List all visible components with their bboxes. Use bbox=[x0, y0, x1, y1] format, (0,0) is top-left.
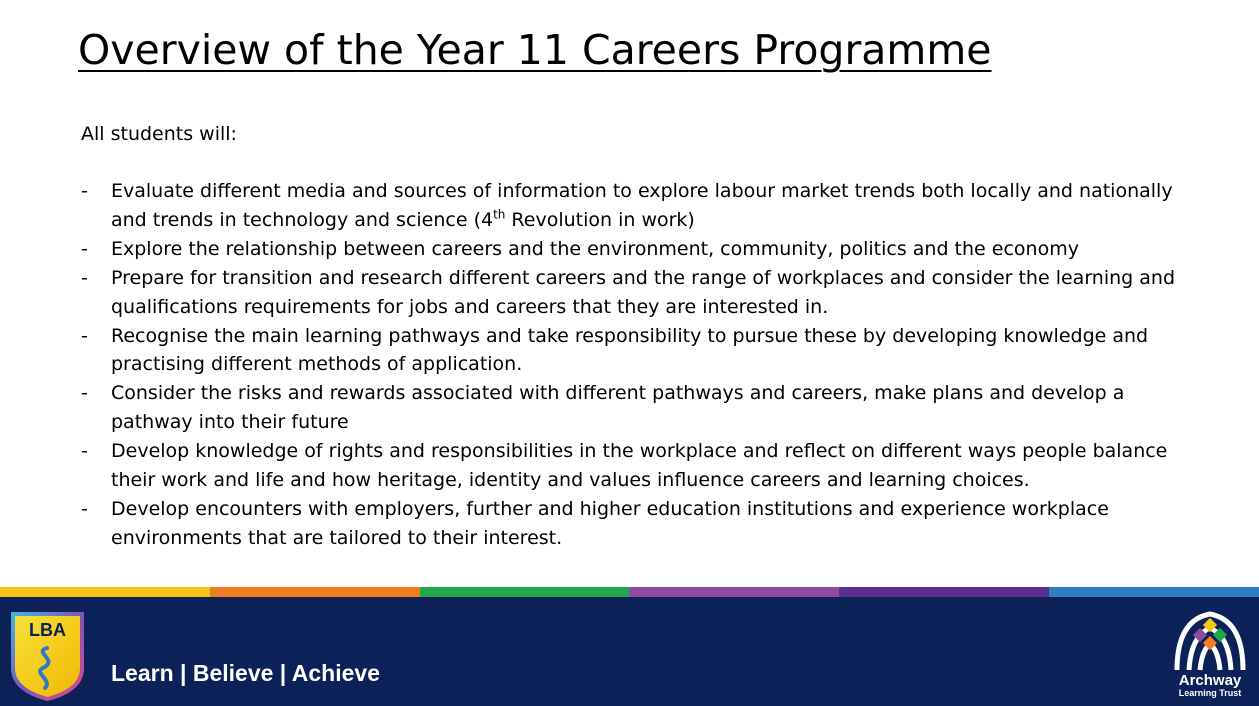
bullet-text: Prepare for transition and research different careers and the range of workplaces and consider the learning and qualifications requirements for jobs and careers that they are interested in. bbox=[111, 266, 1175, 318]
bullet-text: Develop encounters with employers, further and higher education institutions and experience workplace environments that are tailored to their interest. bbox=[111, 497, 1109, 549]
color-stripe bbox=[0, 587, 1259, 597]
bullet-superscript: th bbox=[493, 207, 506, 222]
footer-bar bbox=[0, 597, 1259, 706]
archway-name: Archway bbox=[1178, 672, 1242, 689]
bullet-item bbox=[81, 322, 1191, 380]
bullet-item bbox=[81, 379, 1191, 437]
archway-subtitle: Learning Trust bbox=[1178, 688, 1242, 698]
stripe-segment bbox=[629, 587, 839, 597]
bullet-marker: - bbox=[81, 440, 88, 463]
bullet-marker: - bbox=[81, 266, 88, 289]
bullet-text-start: Evaluate different media and sources of information to explore labour market trends both locally and nationally and trends in technology and science (4 bbox=[111, 180, 1173, 231]
bullet-item bbox=[81, 177, 1191, 235]
bullet-marker: - bbox=[81, 180, 88, 202]
slide-title: Overview of the Year 11 Careers Programme bbox=[78, 26, 992, 74]
bullet-marker: - bbox=[81, 324, 88, 347]
bullet-item bbox=[81, 437, 1191, 495]
stripe-segment bbox=[210, 587, 420, 597]
archway-logo bbox=[1165, 610, 1255, 704]
bullet-marker: - bbox=[81, 382, 88, 405]
bullet-marker: - bbox=[81, 237, 88, 260]
school-badge-icon bbox=[9, 610, 86, 702]
bullet-list bbox=[81, 177, 1191, 553]
tagline: Learn | Believe | Achieve bbox=[111, 660, 380, 686]
stripe-segment bbox=[420, 587, 630, 597]
bullet-text-end: Revolution in work) bbox=[505, 208, 695, 231]
bullet-marker: - bbox=[81, 497, 88, 520]
bullet-text: Recognise the main learning pathways and take responsibility to pursue these by developing knowledge and practising different methods of application. bbox=[111, 324, 1149, 376]
stripe-segment bbox=[0, 587, 210, 597]
stripe-segment bbox=[1049, 587, 1259, 597]
archway-arch-icon bbox=[1165, 610, 1255, 672]
stripe-segment bbox=[839, 587, 1049, 597]
intro-text: All students will: bbox=[81, 123, 237, 145]
bullet-item bbox=[81, 235, 1191, 264]
bullet-text: Explore the relationship between careers and the environment, community, politics and the economy bbox=[111, 237, 1079, 260]
bullet-item bbox=[81, 495, 1191, 553]
badge-label: LBA bbox=[29, 620, 66, 640]
bullet-item bbox=[81, 264, 1191, 322]
bullet-text: Develop knowledge of rights and responsibilities in the workplace and reflect on different ways people balance their work and life and how heritage, identity and values influence careers and learning choices. bbox=[111, 440, 1168, 492]
bullet-text: Consider the risks and rewards associated with different pathways and careers, make plans and develop a pathway into their future bbox=[111, 382, 1125, 434]
